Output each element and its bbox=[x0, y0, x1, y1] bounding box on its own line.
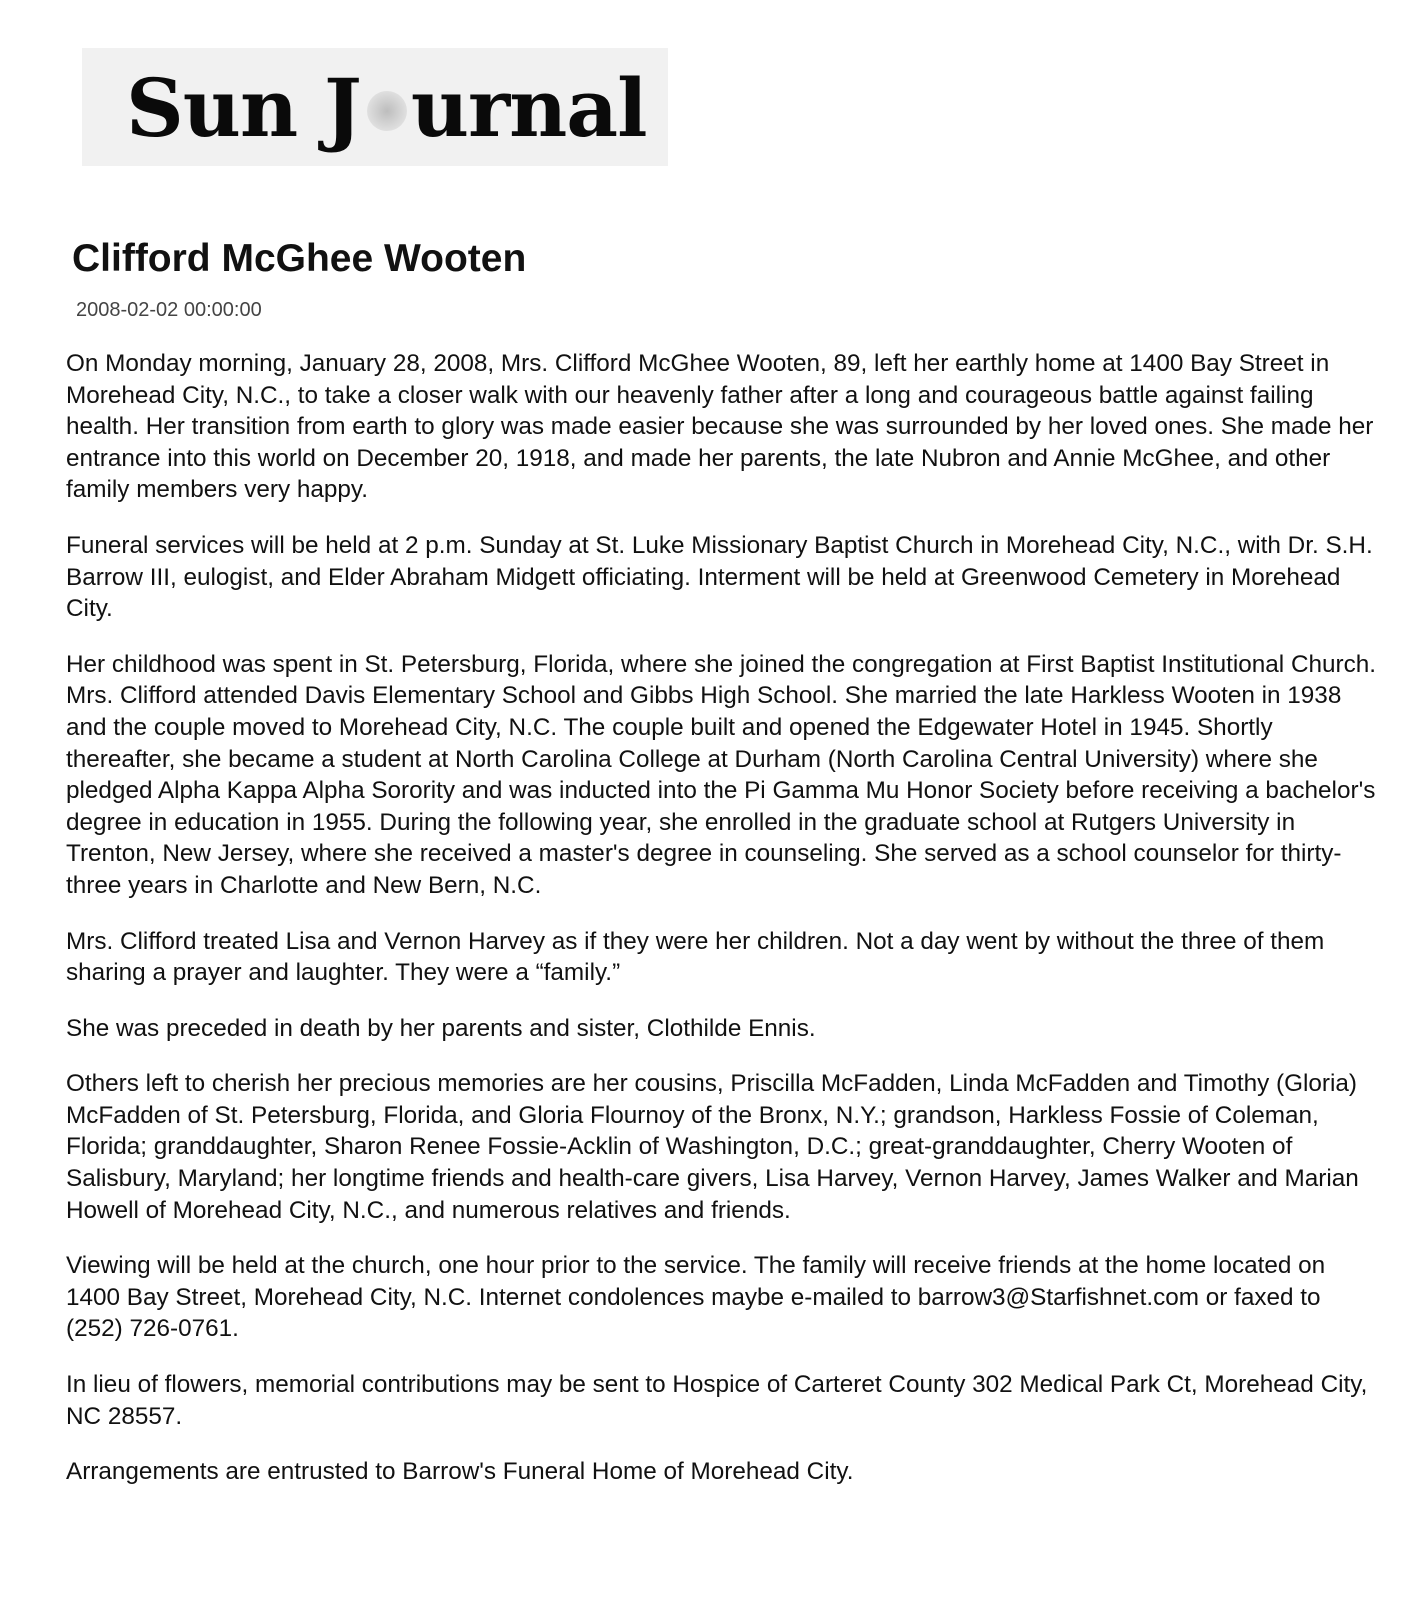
article-paragraph: In lieu of flowers, memorial contributions may be sent to Hospice of Carteret County 302 Medical Park Ct, Morehead City, NC 28557. bbox=[66, 1371, 1368, 1430]
article-body bbox=[66, 348, 1378, 1512]
article-paragraph: On Monday morning, January 28, 2008, Mrs. Clifford McGhee Wooten, 89, left her earthly home at 1400 Bay Street in Morehead City, N.C., to take a closer walk with our heavenly father after a long and courageous battle against failing health. Her transition from earth to glory was made easier because she was surrounded by her loved ones. She made her entrance into this world on December 20, 1918, and made her parents, the late Nubron and Annie McGhee, and other family members very happy. bbox=[66, 350, 1374, 504]
article-paragraph: Arrangements are entrusted to Barrow's Funeral Home of Morehead City. bbox=[66, 1458, 854, 1486]
article-paragraph: Mrs. Clifford treated Lisa and Vernon Harvey as if they were her children. Not a day went by without the three of them sharing a prayer and laughter. They were a “family.” bbox=[66, 927, 1325, 987]
masthead-text-end: urnal bbox=[410, 61, 647, 155]
article-paragraph: She was preceded in death by her parents and sister, Clothilde Ennis. bbox=[66, 1014, 816, 1042]
article-paragraph: Funeral services will be held at 2 p.m. Sunday at St. Luke Missionary Baptist Church in Morehead City, N.C., with Dr. S.H. Barrow III, eulogist, and Elder Abraham Midgett officiating. Interment will be held at Greenwood Cemetery in Morehead City. bbox=[66, 531, 1373, 623]
article-paragraph: Her childhood was spent in St. Petersburg, Florida, where she joined the congregation at First Baptist Institutional Church. Mrs. Clifford attended Davis Elementary School and Gibbs High School. She married the late Harkless Wooten in 1938 and the couple moved to Morehead City, N.C. The couple built and opened the Edgewater Hotel in 1945. Shortly thereafter, she became a student at North Carolina College at Durham (North Carolina Central University) where she pledged Alpha Kappa Alpha Sorority and was inducted into the Pi Gamma Mu Honor Society before receiving a bachelor's degree in education in 1955. During the following year, she enrolled in the graduate school at Rutgers University in Trenton, New Jersey, where she received a master's degree in counseling. She served as a school counselor for thirty-three years in Charlotte and New Bern, N.C. bbox=[66, 650, 1377, 899]
article-paragraph: Others left to cherish her precious memories are her cousins, Priscilla McFadden, Linda McFadden and Timothy (Gloria) McFadden of St. Petersburg, Florida, and Gloria Flournoy of the Bronx, N.Y.; grandson, Harkless Fossie of Coleman, Florida; granddaughter, Sharon Renee Fossie-Acklin of Washington, D.C.; great-granddaughter, Cherry Wooten of Salisbury, Maryland; her longtime friends and health-care givers, Lisa Harvey, Vernon Harvey, James Walker and Marian Howell of Morehead City, N.C., and numerous relatives and friends. bbox=[66, 1070, 1359, 1224]
article-title: Clifford McGhee Wooten bbox=[72, 237, 527, 280]
article-paragraph: Viewing will be held at the church, one hour prior to the service. The family will receive friends at the home located on 1400 Bay Street, Morehead City, N.C. Internet condolences maybe e-mailed to barrow3@Starfishnet.com or faxed to (252) 726-0761. bbox=[66, 1252, 1326, 1343]
article-date: 2008-02-02 00:00:00 bbox=[76, 299, 262, 321]
masthead-logo bbox=[82, 48, 668, 166]
sun-icon bbox=[367, 91, 407, 131]
masthead-text-start: Sun J bbox=[126, 61, 361, 155]
